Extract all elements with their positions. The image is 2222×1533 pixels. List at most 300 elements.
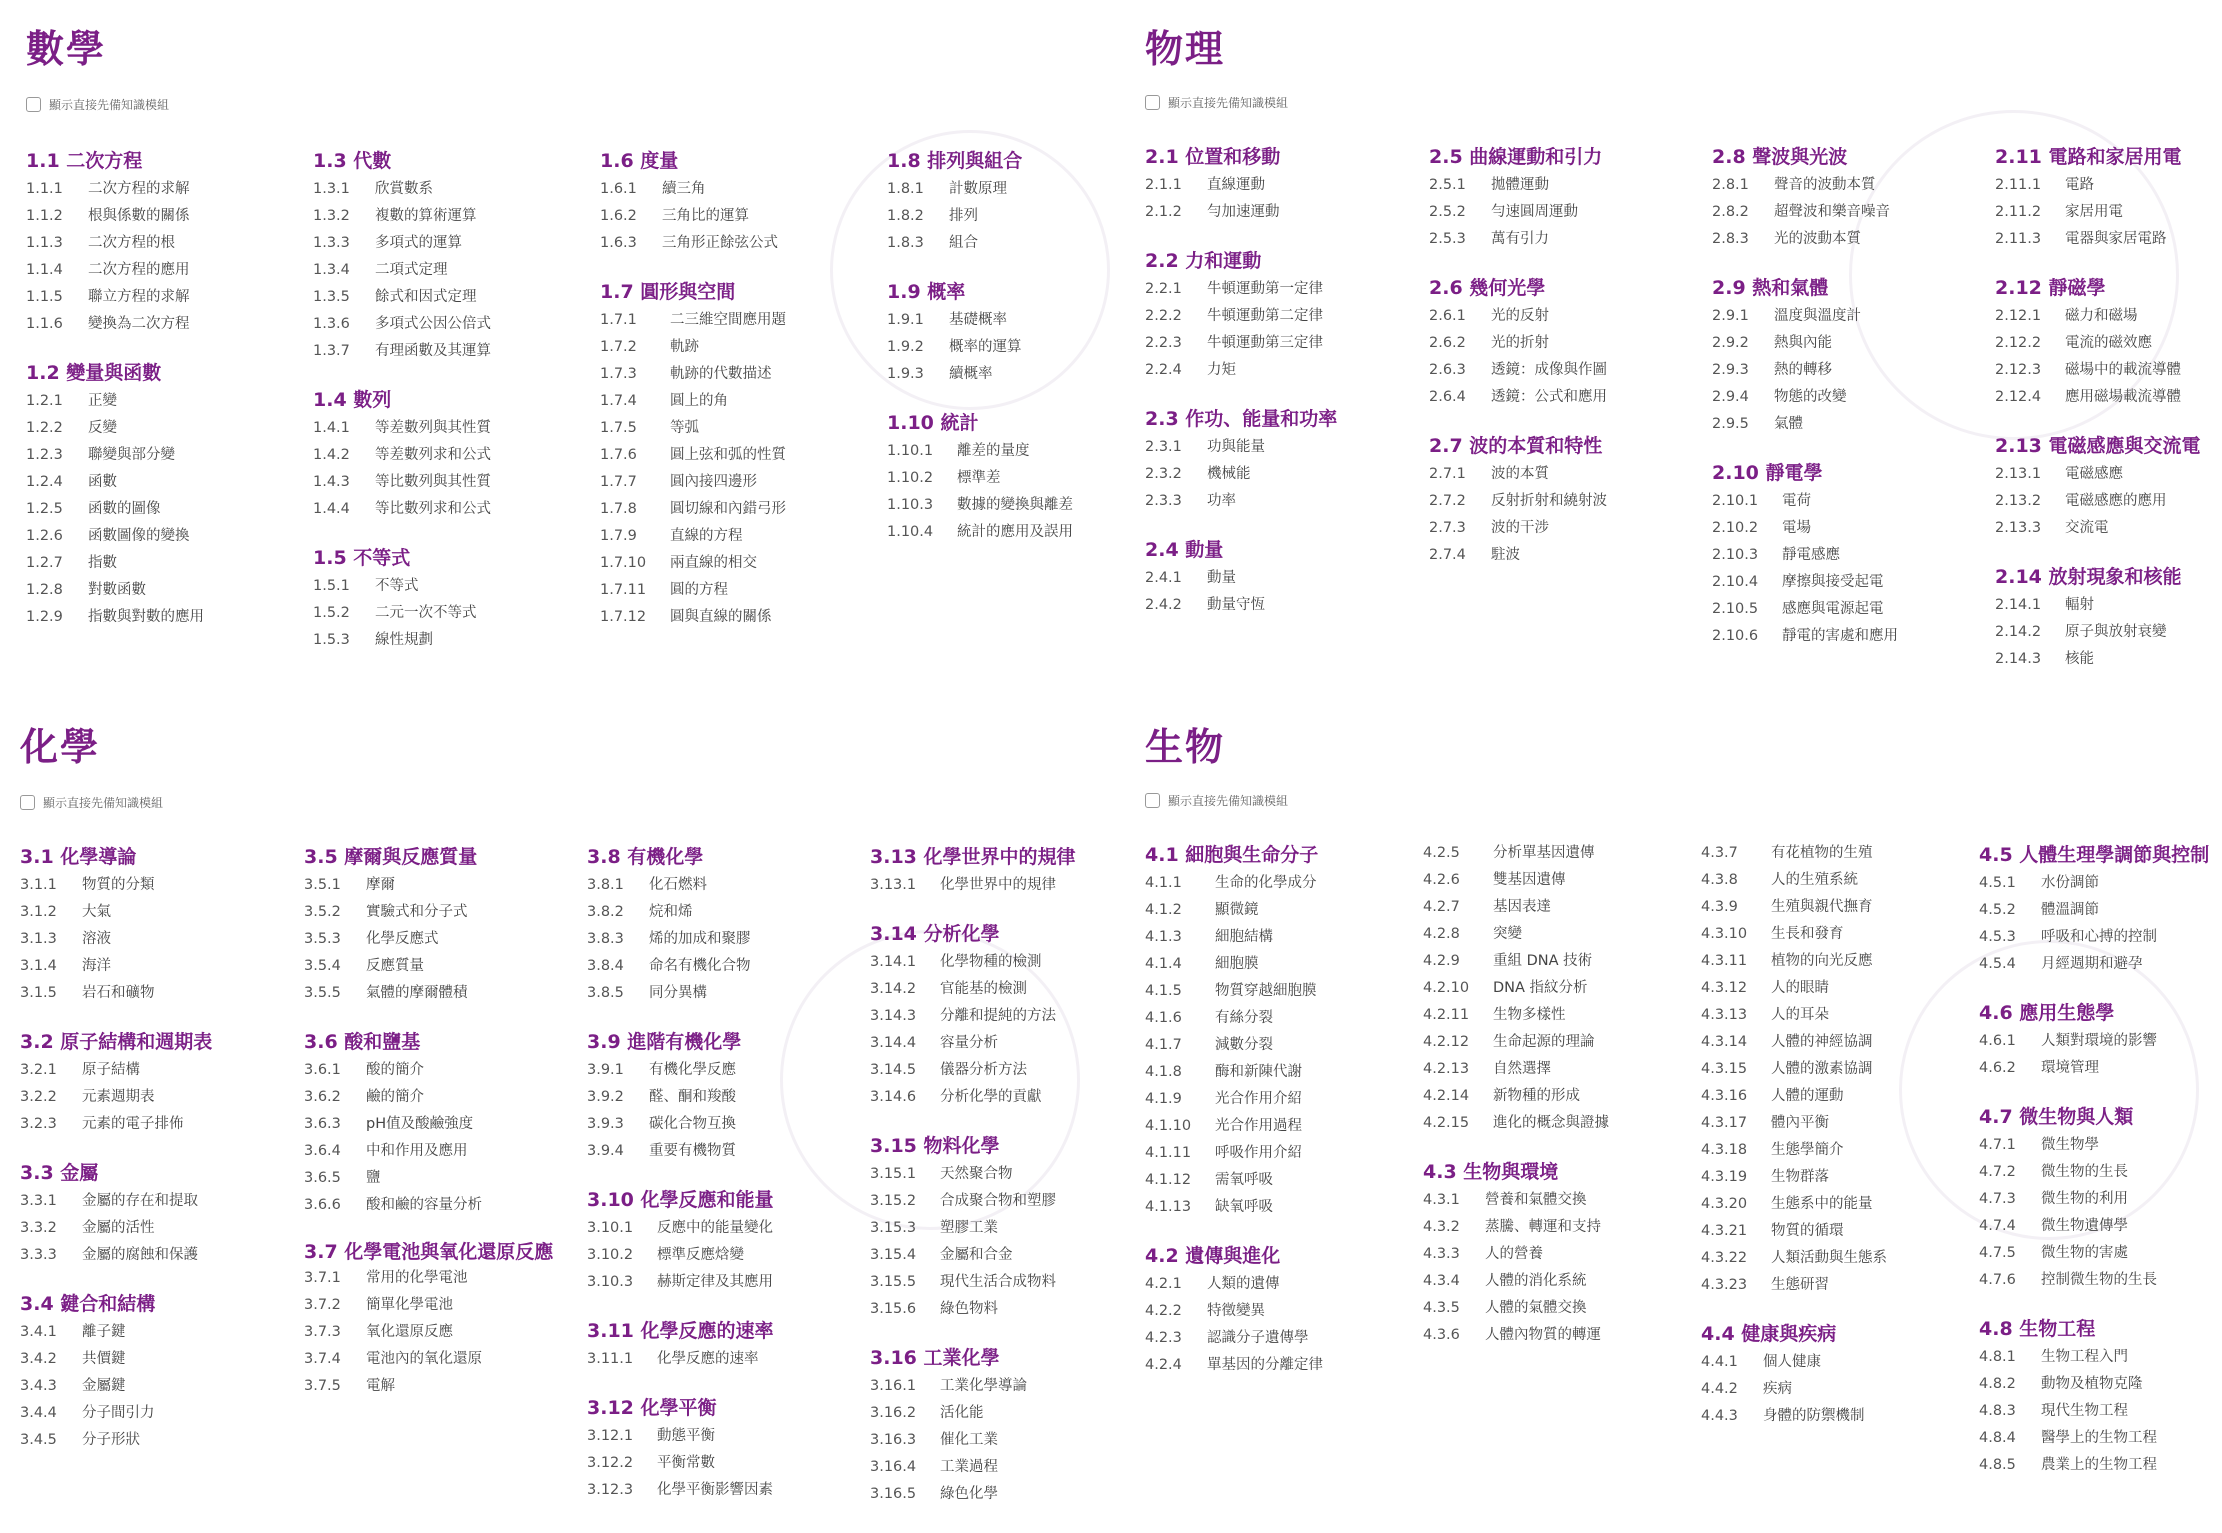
module-item[interactable]	[587, 953, 869, 980]
module-item[interactable]	[1145, 870, 1427, 897]
module-item[interactable]	[1423, 1322, 1705, 1349]
topic-title[interactable]: 1.6 度量	[600, 150, 679, 172]
module-item[interactable]	[1712, 411, 1994, 438]
topic-title[interactable]: 4.3 生物與環境	[1423, 1161, 1559, 1183]
module-item[interactable]	[304, 1084, 564, 1111]
module-item[interactable]	[600, 442, 882, 469]
module-item[interactable]	[26, 230, 308, 257]
module-item[interactable]	[870, 1400, 1110, 1427]
module-item[interactable]	[1701, 1349, 1983, 1376]
module-item[interactable]	[1995, 515, 2222, 542]
module-item[interactable]	[304, 1373, 564, 1400]
module-item[interactable]	[1145, 1194, 1427, 1221]
module-item[interactable]	[20, 953, 302, 980]
module-item[interactable]	[1423, 1214, 1705, 1241]
module-item[interactable]	[887, 361, 1111, 388]
module-item[interactable]	[1701, 1218, 1983, 1245]
module-item[interactable]	[587, 1477, 869, 1504]
module-item[interactable]	[1701, 1083, 1983, 1110]
module-item[interactable]	[600, 230, 882, 257]
topic-title[interactable]: 4.7 微生物與人類	[1979, 1106, 2134, 1128]
module-item[interactable]	[313, 496, 595, 523]
module-item[interactable]	[1145, 897, 1427, 924]
topic-title[interactable]: 3.8 有機化學	[587, 846, 704, 868]
topic-title[interactable]: 3.4 鍵合和結構	[20, 1293, 156, 1315]
module-item[interactable]	[600, 469, 882, 496]
module-item[interactable]	[1429, 542, 1711, 569]
topic-title[interactable]: 2.8 聲波與光波	[1712, 146, 1848, 168]
module-item[interactable]	[1712, 303, 1994, 330]
module-item[interactable]	[1701, 1164, 1983, 1191]
module-item[interactable]	[20, 1242, 302, 1269]
module-item[interactable]	[313, 311, 595, 338]
module-item[interactable]	[313, 257, 595, 284]
topic-title[interactable]: 3.12 化學平衡	[587, 1397, 717, 1419]
module-item[interactable]	[313, 627, 595, 654]
module-item[interactable]	[20, 1084, 302, 1111]
module-item[interactable]	[887, 176, 1111, 203]
module-item[interactable]	[26, 469, 308, 496]
module-item[interactable]	[870, 1269, 1110, 1296]
module-item[interactable]	[313, 338, 595, 365]
module-item[interactable]	[1995, 330, 2222, 357]
module-item[interactable]	[1701, 1029, 1983, 1056]
module-item[interactable]	[304, 1346, 564, 1373]
prereq-toggle[interactable]	[20, 794, 163, 811]
module-item[interactable]	[870, 1188, 1110, 1215]
module-item[interactable]	[1701, 894, 1983, 921]
module-item[interactable]	[587, 1423, 869, 1450]
checkbox[interactable]	[1145, 95, 1160, 110]
module-item[interactable]	[587, 1269, 869, 1296]
module-item[interactable]	[1979, 1398, 2222, 1425]
topic-group	[587, 1316, 869, 1373]
topic-title[interactable]: 2.9 熱和氣體	[1712, 277, 1829, 299]
module-item[interactable]	[304, 1265, 564, 1292]
module-item[interactable]	[1145, 303, 1427, 330]
topic-title[interactable]: 1.5 不等式	[313, 547, 411, 569]
module-item[interactable]	[600, 577, 882, 604]
module-item[interactable]	[20, 1057, 302, 1084]
topic-title[interactable]: 1.8 排列與組合	[887, 150, 1023, 172]
module-item[interactable]	[304, 1319, 564, 1346]
module-item[interactable]	[1979, 1452, 2222, 1479]
module-item[interactable]	[587, 1138, 869, 1165]
module-item[interactable]	[313, 176, 595, 203]
module-item[interactable]	[304, 980, 564, 1007]
module-item[interactable]	[1979, 951, 2222, 978]
checkbox[interactable]	[26, 97, 41, 112]
module-item[interactable]	[1423, 975, 1705, 1002]
module-item[interactable]	[1979, 1028, 2222, 1055]
module-item[interactable]	[1701, 1376, 1983, 1403]
module-item[interactable]	[1701, 1403, 1983, 1430]
module-item[interactable]	[600, 415, 882, 442]
topic-title[interactable]: 1.1 二次方程	[26, 150, 143, 172]
module-item[interactable]	[26, 523, 308, 550]
module-item[interactable]	[1423, 1295, 1705, 1322]
module-item[interactable]	[26, 550, 308, 577]
module-item[interactable]	[1701, 1245, 1983, 1272]
module-item[interactable]	[587, 1084, 869, 1111]
module-item[interactable]	[870, 1084, 1110, 1111]
module-item[interactable]	[1979, 870, 2222, 897]
module-item[interactable]	[20, 1111, 302, 1138]
module-item[interactable]	[1145, 1325, 1427, 1352]
module-item[interactable]	[1701, 1056, 1983, 1083]
module-item[interactable]	[1701, 1137, 1983, 1164]
module-item[interactable]	[1979, 1132, 2222, 1159]
topic-title[interactable]: 2.10 靜電學	[1712, 462, 1823, 484]
module-item[interactable]	[870, 1373, 1110, 1400]
module-item[interactable]	[600, 496, 882, 523]
module-item[interactable]	[20, 1427, 302, 1454]
module-item[interactable]	[313, 284, 595, 311]
module-item[interactable]	[600, 523, 882, 550]
module-item[interactable]	[20, 926, 302, 953]
module-item[interactable]	[600, 361, 882, 388]
module-item[interactable]	[1979, 1344, 2222, 1371]
module-item[interactable]	[1145, 1167, 1427, 1194]
module-item[interactable]	[313, 469, 595, 496]
module-item[interactable]	[600, 604, 882, 631]
module-item[interactable]	[1423, 1083, 1705, 1110]
topic-title[interactable]: 1.3 代數	[313, 150, 392, 172]
topic-title[interactable]: 2.1 位置和移動	[1145, 146, 1281, 168]
module-item[interactable]	[887, 307, 1111, 334]
module-item[interactable]	[20, 1188, 302, 1215]
topic-title[interactable]: 3.1 化學導論	[20, 846, 137, 868]
module-item[interactable]	[1423, 1029, 1705, 1056]
module-item[interactable]	[1145, 488, 1427, 515]
prereq-toggle[interactable]	[1145, 792, 1288, 809]
topic-title[interactable]: 3.6 酸和鹽基	[304, 1031, 421, 1053]
prereq-toggle[interactable]	[26, 96, 169, 113]
module-item[interactable]	[870, 1215, 1110, 1242]
module-item[interactable]	[600, 334, 882, 361]
module-item[interactable]	[870, 1057, 1110, 1084]
module-item[interactable]	[1145, 1032, 1427, 1059]
topic-title[interactable]: 3.2 原子結構和週期表	[20, 1031, 213, 1053]
module-item[interactable]	[304, 1292, 564, 1319]
module-item[interactable]	[304, 1111, 564, 1138]
module-item[interactable]	[1429, 488, 1711, 515]
module-item[interactable]	[1423, 1056, 1705, 1083]
module-item[interactable]	[887, 230, 1111, 257]
module-item[interactable]	[1145, 1271, 1427, 1298]
module-item[interactable]	[1701, 1272, 1983, 1299]
module-item[interactable]	[20, 1346, 302, 1373]
module-item[interactable]	[304, 1138, 564, 1165]
prereq-toggle[interactable]	[1145, 94, 1288, 111]
module-item[interactable]	[1145, 330, 1427, 357]
topic-title[interactable]: 4.1 細胞與生命分子	[1145, 844, 1319, 866]
module-item[interactable]	[313, 442, 595, 469]
module-item[interactable]	[26, 311, 308, 338]
module-item[interactable]	[26, 176, 308, 203]
module-item[interactable]	[1979, 1240, 2222, 1267]
module-item[interactable]	[1701, 1191, 1983, 1218]
module-item[interactable]	[1712, 357, 1994, 384]
module-item[interactable]	[26, 577, 308, 604]
module-item[interactable]	[304, 872, 564, 899]
module-item[interactable]	[587, 1450, 869, 1477]
topic-title[interactable]: 3.3 金屬	[20, 1162, 99, 1184]
module-item[interactable]	[1429, 226, 1711, 253]
module-item[interactable]	[1145, 1298, 1427, 1325]
module-item[interactable]	[587, 1111, 869, 1138]
module-item[interactable]	[1423, 840, 1705, 867]
module-item[interactable]	[1979, 1213, 2222, 1240]
module-number: 2.8.1	[1712, 177, 1749, 193]
module-item[interactable]	[26, 496, 308, 523]
module-item[interactable]	[1995, 226, 2222, 253]
module-item[interactable]	[887, 492, 1111, 519]
topic-title[interactable]: 2.5 曲線運動和引力	[1429, 146, 1603, 168]
module-item[interactable]	[1145, 1140, 1427, 1167]
module-item[interactable]	[887, 334, 1111, 361]
module-item[interactable]	[1145, 1086, 1427, 1113]
module-item[interactable]	[1701, 840, 1983, 867]
topic-title[interactable]: 1.4 數列	[313, 389, 392, 411]
module-item[interactable]	[1712, 515, 1994, 542]
topic-title[interactable]: 3.11 化學反應的速率	[587, 1320, 774, 1342]
module-item[interactable]	[870, 1454, 1110, 1481]
module-item[interactable]	[1145, 1352, 1427, 1379]
topic-title[interactable]: 2.14 放射現象和核能	[1995, 566, 2182, 588]
module-item[interactable]	[870, 1481, 1110, 1508]
module-item[interactable]	[1979, 1055, 2222, 1082]
module-item[interactable]	[600, 388, 882, 415]
topic-title[interactable]: 3.15 物料化學	[870, 1135, 1000, 1157]
module-item[interactable]	[1995, 199, 2222, 226]
module-item[interactable]	[587, 1215, 869, 1242]
module-item[interactable]	[20, 1319, 302, 1346]
module-item[interactable]	[1423, 1241, 1705, 1268]
module-item[interactable]	[870, 1242, 1110, 1269]
module-item[interactable]	[26, 388, 308, 415]
module-item[interactable]	[313, 600, 595, 627]
module-item[interactable]	[26, 604, 308, 631]
module-item[interactable]	[1145, 924, 1427, 951]
topic-title[interactable]: 3.7 化學電池與氧化還原反應	[304, 1241, 554, 1263]
topic-title[interactable]: 3.14 分析化學	[870, 923, 1000, 945]
module-item[interactable]	[1429, 199, 1711, 226]
module-item[interactable]	[600, 550, 882, 577]
module-item[interactable]	[887, 203, 1111, 230]
module-item[interactable]	[600, 203, 882, 230]
module-item[interactable]	[1712, 542, 1994, 569]
topic-title[interactable]: 2.2 力和運動	[1145, 250, 1262, 272]
module-item[interactable]	[1712, 596, 1994, 623]
module-item[interactable]	[1429, 515, 1711, 542]
topic-title[interactable]: 1.9 概率	[887, 281, 966, 303]
module-item[interactable]	[1979, 1186, 2222, 1213]
module-item[interactable]	[1701, 975, 1983, 1002]
module-item[interactable]	[587, 1242, 869, 1269]
module-item[interactable]	[870, 1296, 1110, 1323]
module-item[interactable]	[1145, 592, 1427, 619]
module-item[interactable]	[1423, 1002, 1705, 1029]
module-item[interactable]	[304, 1192, 564, 1219]
topic-title[interactable]: 1.7 圓形與空間	[600, 281, 736, 303]
checkbox[interactable]	[1145, 793, 1160, 808]
module-item[interactable]	[1979, 1159, 2222, 1186]
module-item[interactable]	[1995, 357, 2222, 384]
module-item[interactable]	[26, 284, 308, 311]
module-item[interactable]	[20, 872, 302, 899]
module-item[interactable]	[1701, 867, 1983, 894]
module-item[interactable]	[1701, 948, 1983, 975]
module-item[interactable]	[1712, 330, 1994, 357]
module-item[interactable]	[1995, 619, 2222, 646]
module-item[interactable]	[26, 415, 308, 442]
topic-title[interactable]: 1.10 統計	[887, 412, 979, 434]
module-item[interactable]	[1145, 978, 1427, 1005]
module-item[interactable]	[1423, 948, 1705, 975]
module-item[interactable]	[600, 176, 882, 203]
module-item[interactable]	[887, 438, 1111, 465]
module-item[interactable]	[1995, 172, 2222, 199]
module-item[interactable]	[313, 573, 595, 600]
topic-title[interactable]: 2.7 波的本質和特性	[1429, 435, 1603, 457]
module-item[interactable]	[870, 872, 1110, 899]
module-item[interactable]	[870, 1030, 1110, 1057]
module-item[interactable]	[1429, 330, 1711, 357]
module-item[interactable]	[1145, 276, 1427, 303]
module-item[interactable]	[1979, 1267, 2222, 1294]
module-item[interactable]	[870, 1003, 1110, 1030]
module-item[interactable]	[1423, 1110, 1705, 1137]
module-item[interactable]	[1145, 565, 1427, 592]
module-item[interactable]	[1429, 461, 1711, 488]
topic-title[interactable]: 2.6 幾何光學	[1429, 277, 1546, 299]
module-item[interactable]	[1995, 303, 2222, 330]
module-item[interactable]	[304, 899, 564, 926]
topic-title[interactable]: 2.11 電路和家居用電	[1995, 146, 2182, 168]
module-item[interactable]	[1423, 921, 1705, 948]
module-item[interactable]	[1145, 357, 1427, 384]
module-item[interactable]	[1145, 1113, 1427, 1140]
topic-title[interactable]: 3.9 進階有機化學	[587, 1031, 742, 1053]
module-item[interactable]	[1712, 569, 1994, 596]
module-item[interactable]	[1712, 172, 1994, 199]
topic-title[interactable]: 3.10 化學反應和能量	[587, 1189, 774, 1211]
module-item[interactable]	[1145, 1059, 1427, 1086]
module-item[interactable]	[1701, 1002, 1983, 1029]
module-item[interactable]	[870, 1427, 1110, 1454]
module-item[interactable]	[20, 1373, 302, 1400]
topic-title[interactable]: 4.2 遺傳與進化	[1145, 1245, 1281, 1267]
module-item[interactable]	[26, 442, 308, 469]
module-item[interactable]	[587, 926, 869, 953]
topic-title[interactable]: 3.13 化學世界中的規律	[870, 846, 1076, 868]
module-item[interactable]	[600, 307, 882, 334]
module-item[interactable]	[1423, 1187, 1705, 1214]
module-item[interactable]	[304, 953, 564, 980]
module-number: 4.5.2	[1979, 902, 2016, 918]
module-item[interactable]	[1429, 172, 1711, 199]
module-item[interactable]	[1145, 172, 1427, 199]
module-item[interactable]	[1429, 303, 1711, 330]
module-item[interactable]	[1701, 921, 1983, 948]
module-item[interactable]	[1995, 592, 2222, 619]
module-item[interactable]	[1712, 384, 1994, 411]
module-item[interactable]	[313, 415, 595, 442]
module-item[interactable]	[1995, 488, 2222, 515]
module-item[interactable]	[1995, 461, 2222, 488]
module-item[interactable]	[1712, 226, 1994, 253]
topic-title[interactable]: 2.4 動量	[1145, 539, 1224, 561]
module-item[interactable]	[587, 872, 869, 899]
module-item[interactable]	[1712, 488, 1994, 515]
module-item[interactable]	[313, 203, 595, 230]
topic-title[interactable]: 2.12 靜磁學	[1995, 277, 2106, 299]
module-item[interactable]	[1423, 1268, 1705, 1295]
topic-title[interactable]: 3.5 摩爾與反應質量	[304, 846, 478, 868]
module-item[interactable]	[304, 1165, 564, 1192]
topic-title[interactable]: 2.13 電磁感應與交流電	[1995, 435, 2201, 457]
module-item[interactable]	[587, 1346, 869, 1373]
module-item[interactable]	[1979, 897, 2222, 924]
module-item[interactable]	[1995, 384, 2222, 411]
module-item[interactable]	[20, 899, 302, 926]
module-item[interactable]	[1995, 646, 2222, 673]
module-item[interactable]	[1712, 199, 1994, 226]
module-item[interactable]	[1423, 894, 1705, 921]
topic-title[interactable]: 4.8 生物工程	[1979, 1318, 2096, 1340]
module-item[interactable]	[887, 465, 1111, 492]
topic-title[interactable]: 4.6 應用生態學	[1979, 1002, 2115, 1024]
module-item[interactable]	[1145, 461, 1427, 488]
topic-title[interactable]: 2.3 作功、能量和功率	[1145, 408, 1338, 430]
module-item[interactable]	[20, 1215, 302, 1242]
module-item[interactable]	[587, 1057, 869, 1084]
module-item[interactable]	[887, 519, 1111, 546]
module-item[interactable]	[20, 1400, 302, 1427]
module-item[interactable]	[1979, 924, 2222, 951]
module-item[interactable]	[870, 1161, 1110, 1188]
module-item[interactable]	[1701, 1110, 1983, 1137]
module-item[interactable]	[1145, 951, 1427, 978]
module-item[interactable]	[870, 949, 1110, 976]
module-item[interactable]	[1429, 384, 1711, 411]
checkbox[interactable]	[20, 795, 35, 810]
module-item[interactable]	[313, 230, 595, 257]
module-item[interactable]	[1145, 199, 1427, 226]
module-item[interactable]	[304, 1057, 564, 1084]
module-item[interactable]	[1712, 623, 1994, 650]
module-item[interactable]	[1979, 1425, 2222, 1452]
module-item[interactable]	[1423, 867, 1705, 894]
module-item[interactable]	[1145, 1005, 1427, 1032]
module-item[interactable]	[587, 899, 869, 926]
module-item[interactable]	[1429, 357, 1711, 384]
module-item[interactable]	[304, 926, 564, 953]
module-item[interactable]	[1979, 1371, 2222, 1398]
topic-title[interactable]: 1.2 變量與函數	[26, 362, 162, 384]
module-item[interactable]	[870, 976, 1110, 1003]
module-item[interactable]	[26, 203, 308, 230]
module-number: 4.3.15	[1701, 1061, 1748, 1077]
module-item[interactable]	[26, 257, 308, 284]
topic-title[interactable]: 4.5 人體生理學調節與控制	[1979, 844, 2210, 866]
module-item[interactable]	[20, 980, 302, 1007]
topic-title[interactable]: 4.4 健康與疾病	[1701, 1323, 1837, 1345]
module-item[interactable]	[587, 980, 869, 1007]
module-item[interactable]	[1145, 434, 1427, 461]
topic-title[interactable]: 3.16 工業化學	[870, 1347, 1000, 1369]
